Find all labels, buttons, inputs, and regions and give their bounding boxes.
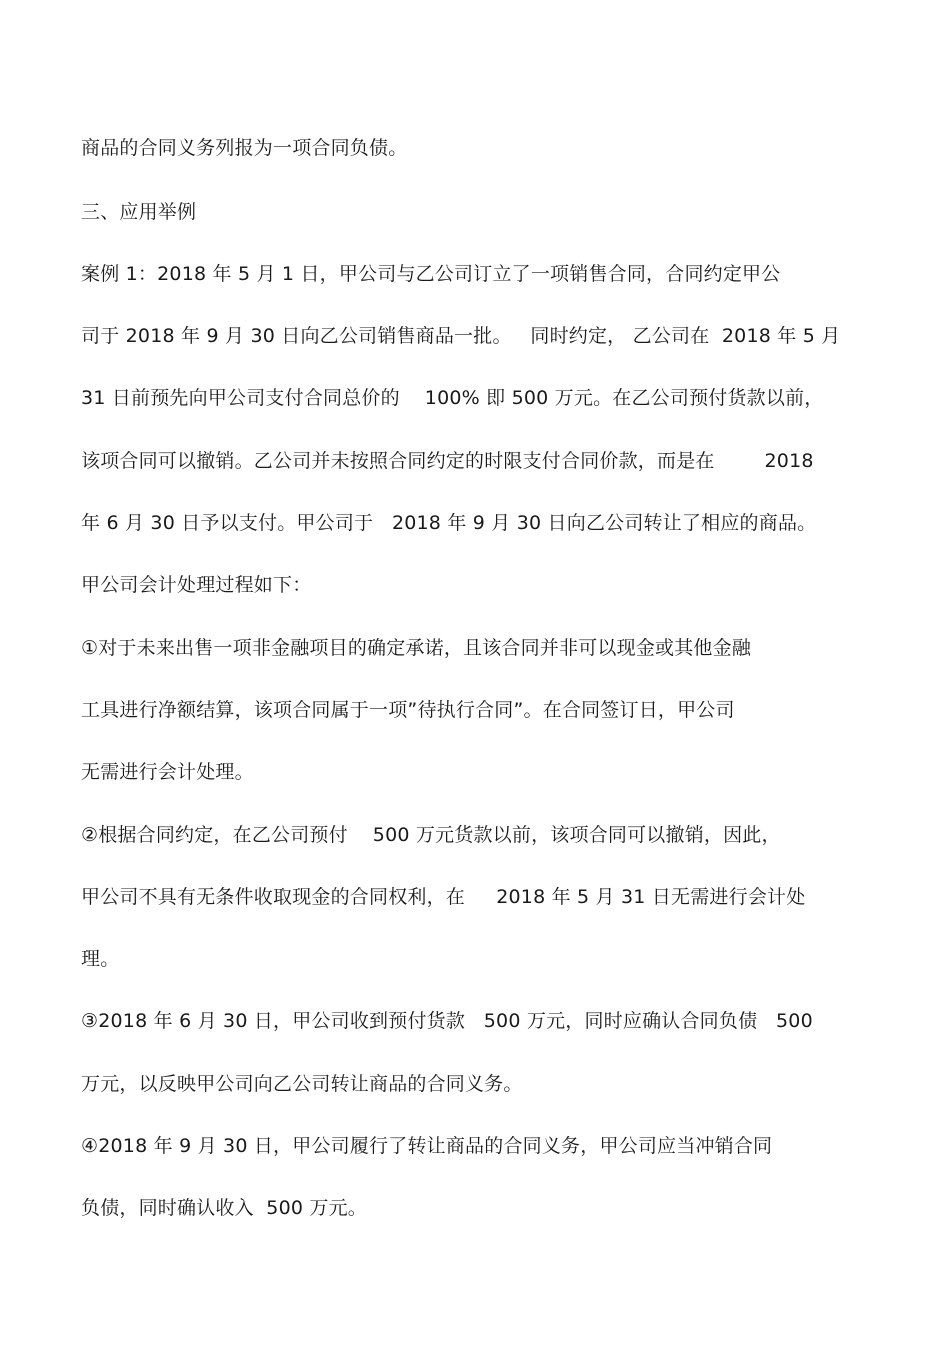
list-item-line: 甲公司不具有无条件收取现金的合同权利，在 2018 年 5 月 31 日无需进行会计处: [81, 886, 806, 908]
list-item-line: ④2018 年 9 月 30 日，甲公司履行了转让商品的合同义务，甲公司应当冲销合同: [81, 1135, 773, 1157]
list-item-line: 万元，以反映甲公司向乙公司转让商品的合同义务。: [81, 1073, 523, 1095]
list-item-line: ①对于未来出售一项非金融项目的确定承诺，且该合同并非可以现金或其他金融: [81, 637, 752, 659]
paragraph-line: 商品的合同义务列报为一项合同负债。: [81, 137, 408, 159]
list-item-line: 工具进行净额结算，该项合同属于一项”待执行合同”。在合同签订日，甲公司: [81, 699, 735, 721]
paragraph-line: 案例 1：2018 年 5 月 1 日，甲公司与乙公司订立了一项销售合同，合同约定甲公: [81, 263, 781, 285]
list-item-line: ②根据合同约定，在乙公司预付 500 万元货款以前，该项合同可以撤销，因此，: [81, 824, 781, 846]
list-item-line: ③2018 年 6 月 30 日，甲公司收到预付货款 500 万元，同时应确认合同负债 500: [81, 1010, 813, 1032]
paragraph-line: 甲公司会计处理过程如下：: [81, 574, 312, 596]
section-heading: 三、应用举例: [81, 201, 197, 223]
list-item-line: 理。: [81, 948, 120, 970]
list-item-line: 无需进行会计处理。: [81, 761, 254, 783]
paragraph-line: 司于 2018 年 9 月 30 日向乙公司销售商品一批。 同时约定， 乙公司在 2018 年 5 月: [81, 325, 841, 347]
paragraph-line: 年 6 月 30 日予以支付。甲公司于 2018 年 9 月 30 日向乙公司转让了相应的商品。: [81, 512, 817, 534]
paragraph-line: 31 日前预先向甲公司支付合同总价的 100% 即 500 万元。在乙公司预付货款以前，: [81, 387, 824, 409]
paragraph-line: 该项合同可以撤销。乙公司并未按照合同约定的时限支付合同价款，而是在 2018: [81, 450, 814, 472]
list-item-line: 负债，同时确认收入 500 万元。: [81, 1197, 367, 1219]
